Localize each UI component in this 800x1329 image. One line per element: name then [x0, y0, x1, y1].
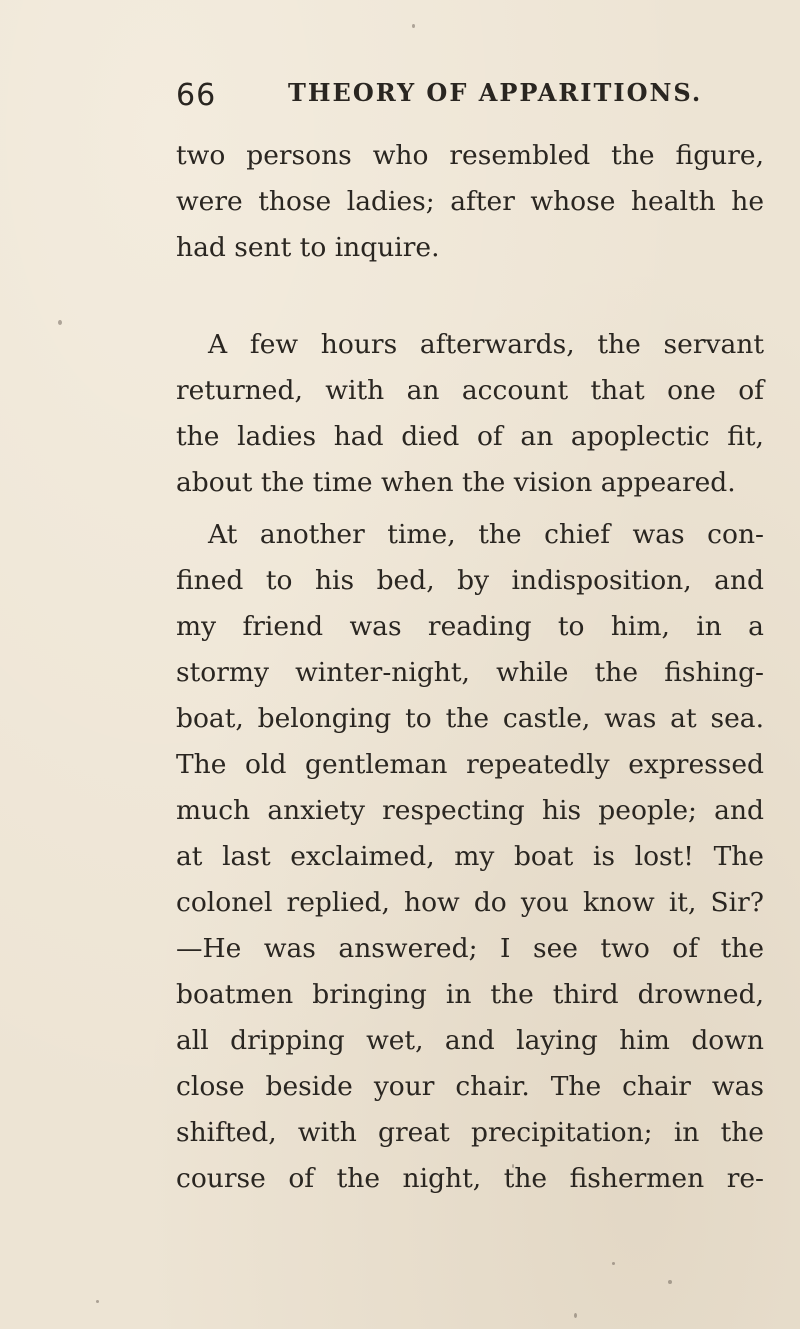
text-line: shifted, with great precipitation; in the [176, 1117, 764, 1148]
paper-speck [612, 1262, 615, 1265]
text-line: —He was answered; I see two of the [176, 933, 764, 964]
paper-speck [58, 320, 62, 325]
text-line: colonel replied, how do you know it, Sir? [176, 887, 764, 918]
text-line: At another time, the chief was con- [208, 519, 764, 550]
paragraph-3 [176, 512, 764, 1202]
text-line: about the time when the vision appeared. [176, 467, 736, 498]
running-head-title: THEORY OF APPARITIONS. [288, 78, 703, 107]
text-line: all dripping wet, and laying him down [176, 1025, 764, 1056]
paragraph-2 [176, 322, 764, 506]
text-line: A few hours afterwards, the servant [208, 329, 764, 360]
text-line: returned, with an account that one of [176, 375, 764, 406]
paragraph-1 [176, 133, 764, 271]
text-line: were those ladies; after whose health he [176, 186, 764, 217]
text-line: boatmen bringing in the third drowned, [176, 979, 764, 1010]
text-line: boat, belonging to the castle, was at sea. [176, 703, 764, 734]
paper-speck [96, 1300, 99, 1303]
paper-speck [574, 1313, 577, 1318]
text-line: the ladies had died of an apoplectic fit, [176, 421, 764, 452]
paper-speck [512, 1164, 514, 1168]
text-line: two persons who resembled the figure, [176, 140, 764, 171]
text-line: fined to his bed, by indisposition, and [176, 565, 764, 596]
paper-speck [668, 1280, 672, 1284]
text-line: my friend was reading to him, in a [176, 611, 764, 642]
running-head [176, 78, 760, 118]
paper-speck [412, 24, 415, 28]
text-line: course of the night, the fishermen re- [176, 1163, 764, 1194]
text-line: much anxiety respecting his people; and [176, 795, 764, 826]
text-line: had sent to inquire. [176, 232, 440, 263]
text-line: at last exclaimed, my boat is lost! The [176, 841, 764, 872]
page-number: 66 [176, 78, 217, 113]
text-line: stormy winter-night, while the fishing- [176, 657, 764, 688]
text-line: The old gentleman repeatedly expressed [176, 749, 764, 780]
text-line: close beside your chair. The chair was [176, 1071, 764, 1102]
